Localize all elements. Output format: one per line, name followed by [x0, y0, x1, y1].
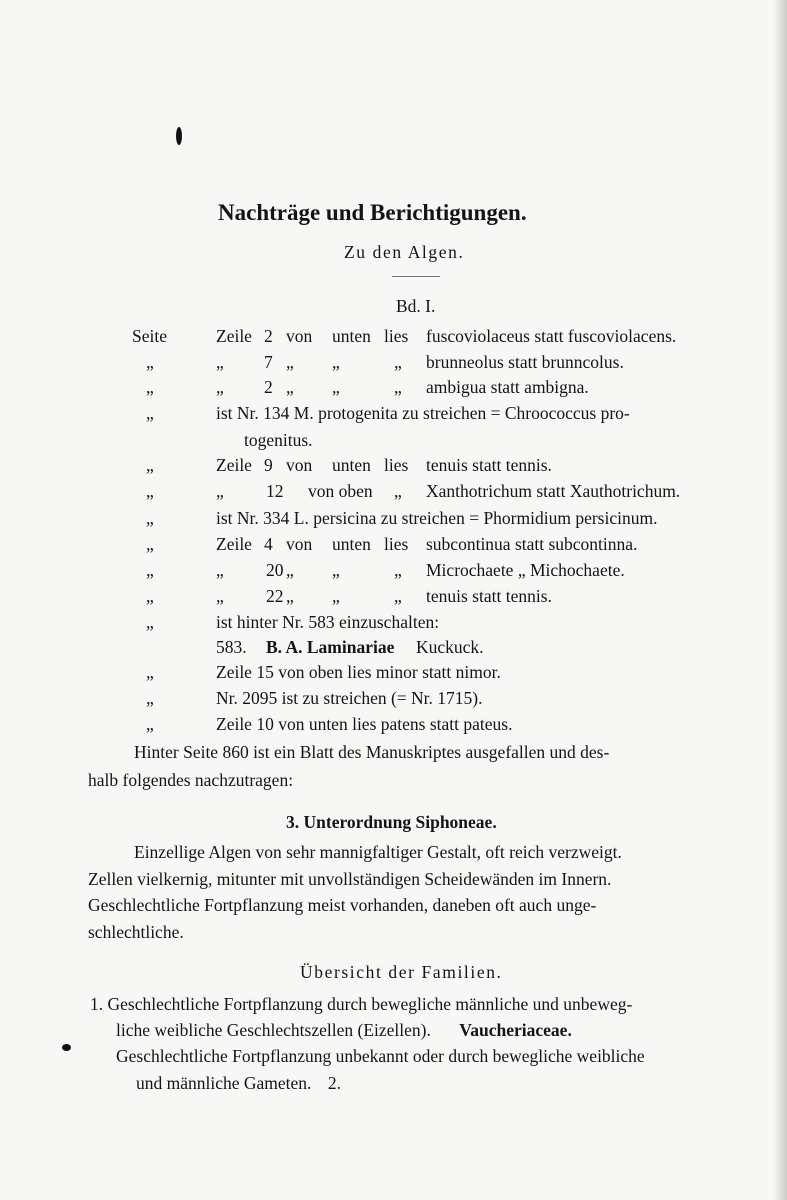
correction-fix: brunneolus statt brunncolus. — [426, 352, 624, 372]
key-line: Geschlechtliche Fortpflanzung unbekannt oder durch bewegliche weibliche — [116, 1046, 645, 1066]
correction-direction2: unten — [332, 455, 371, 475]
section-paragraph-line: Zellen vielkernig, mitunter mit unvollständigen Scheidewänden im Innern. — [88, 869, 612, 889]
correction-fix: Microchaete „ Michochaete. — [426, 560, 625, 580]
correction-line-number: 9 — [264, 455, 273, 475]
page-heading: Nachträge und Berichtigungen. — [218, 200, 527, 225]
correction-direction2: „ — [332, 560, 340, 580]
correction-direction2: unten — [332, 534, 371, 554]
ink-spot — [176, 127, 182, 145]
correction-text: Zeile 15 von oben lies minor statt nimor. — [216, 662, 501, 682]
family-name: Vaucheriaceae. — [459, 1020, 572, 1040]
correction-line-number: 2 — [264, 377, 273, 397]
correction-line-word: „ — [216, 377, 224, 397]
correction-direction2: „ — [332, 586, 340, 606]
correction-lies: lies — [384, 326, 409, 346]
correction-line-number: 22 — [266, 586, 284, 606]
correction-line-number: 4 — [264, 534, 273, 554]
insert-number: 583. — [216, 637, 247, 657]
correction-direction: „ — [286, 352, 294, 372]
correction-lies: lies — [384, 455, 409, 475]
correction-lies: „ — [394, 560, 402, 580]
section-paragraph-line: schlechtliche. — [88, 922, 184, 942]
correction-lies: „ — [394, 586, 402, 606]
insert-author: Kuckuck. — [416, 637, 484, 657]
correction-line-number: 2 — [264, 326, 273, 346]
correction-line-word: „ — [216, 481, 224, 501]
correction-direction: „ — [286, 560, 294, 580]
correction-lies: „ — [394, 481, 402, 501]
correction-line-number: 12 — [266, 481, 284, 501]
correction-direction: „ — [286, 586, 294, 606]
section-heading: 3. Unterordnung Siphoneae. — [286, 812, 497, 832]
correction-fix: tenuis statt tennis. — [426, 455, 552, 475]
correction-direction: von oben — [308, 481, 373, 501]
correction-fix: tenuis statt tennis. — [426, 586, 552, 606]
correction-fix: ambigua statt ambigna. — [426, 377, 589, 397]
correction-line-word: „ — [216, 560, 224, 580]
correction-fix: subcontinua statt subcontinna. — [426, 534, 638, 554]
correction-line-number: 7 — [264, 352, 273, 372]
key-line — [136, 1073, 341, 1094]
correction-text: ist Nr. 334 L. persicina zu streichen = Phormidium persicinum. — [216, 508, 658, 528]
note-line: Hinter Seite 860 ist ein Blatt des Manuskriptes ausgefallen und des- — [134, 742, 610, 762]
correction-lies: „ — [394, 377, 402, 397]
correction-fix: Xanthotrichum statt Xauthotrichum. — [426, 481, 681, 501]
correction-line-word: Zeile — [216, 534, 252, 554]
correction-line-number: 20 — [266, 560, 284, 580]
correction-text: Nr. 2095 ist zu streichen (= Nr. 1715). — [216, 688, 483, 708]
correction-text: ist Nr. 134 M. protogenita zu streichen = Chroococcus pro- — [216, 403, 630, 423]
correction-quote: „ — [146, 352, 154, 372]
correction-fix: fuscoviolaceus statt fuscoviolacens. — [426, 326, 677, 346]
correction-direction2: „ — [332, 352, 340, 372]
correction-lies: lies — [384, 534, 409, 554]
correction-line-word: Zeile — [216, 326, 252, 346]
correction-direction: von — [286, 326, 313, 346]
correction-direction2: unten — [332, 326, 371, 346]
key-text: und männliche Gameten. — [136, 1073, 312, 1093]
correction-quote: „ — [146, 612, 154, 632]
subheading: Zu den Algen. — [344, 242, 465, 262]
correction-quote: „ — [146, 560, 154, 580]
correction-quote: „ — [146, 481, 154, 501]
correction-text: Zeile 10 von unten lies patens statt pateus. — [216, 714, 513, 734]
overview-heading: Übersicht der Familien. — [300, 962, 503, 982]
correction-quote: „ — [146, 403, 154, 423]
correction-line-word: „ — [216, 586, 224, 606]
correction-quote: „ — [146, 688, 154, 708]
correction-direction: „ — [286, 377, 294, 397]
correction-quote: Seite — [132, 326, 167, 346]
correction-quote: „ — [146, 508, 154, 528]
correction-line-word: Zeile — [216, 455, 252, 475]
correction-quote: „ — [146, 662, 154, 682]
volume-label: Bd. I. — [396, 296, 436, 316]
correction-quote: „ — [146, 455, 154, 475]
key-reference: 2. — [327, 1073, 341, 1093]
key-line: 1. Geschlechtliche Fortpflanzung durch bewegliche männliche und unbeweg- — [90, 994, 633, 1014]
correction-direction: von — [286, 534, 313, 554]
key-text: liche weibliche Geschlechtszellen (Eizellen). — [116, 1020, 431, 1040]
section-paragraph-line: Geschlechtliche Fortpflanzung meist vorhanden, daneben oft auch unge- — [88, 895, 597, 915]
correction-quote: „ — [146, 377, 154, 397]
correction-quote: „ — [146, 586, 154, 606]
correction-line-word: „ — [216, 352, 224, 372]
note-line: halb folgendes nachzutragen: — [88, 770, 294, 790]
correction-quote: „ — [146, 534, 154, 554]
correction-direction2: „ — [332, 377, 340, 397]
correction-text: ist hinter Nr. 583 einzuschalten: — [216, 612, 440, 632]
correction-quote: „ — [146, 714, 154, 734]
section-paragraph-line: Einzellige Algen von sehr mannigfaltiger Gestalt, oft reich verzweigt. — [134, 842, 622, 862]
correction-direction: von — [286, 455, 313, 475]
key-line — [116, 1020, 572, 1041]
page-edge-shadow — [773, 0, 787, 1200]
divider — [392, 276, 440, 277]
correction-continuation: togenitus. — [244, 430, 313, 450]
ink-spot — [62, 1044, 71, 1051]
insert-name: B. A. Laminariae — [266, 637, 395, 657]
correction-lies: „ — [394, 352, 402, 372]
